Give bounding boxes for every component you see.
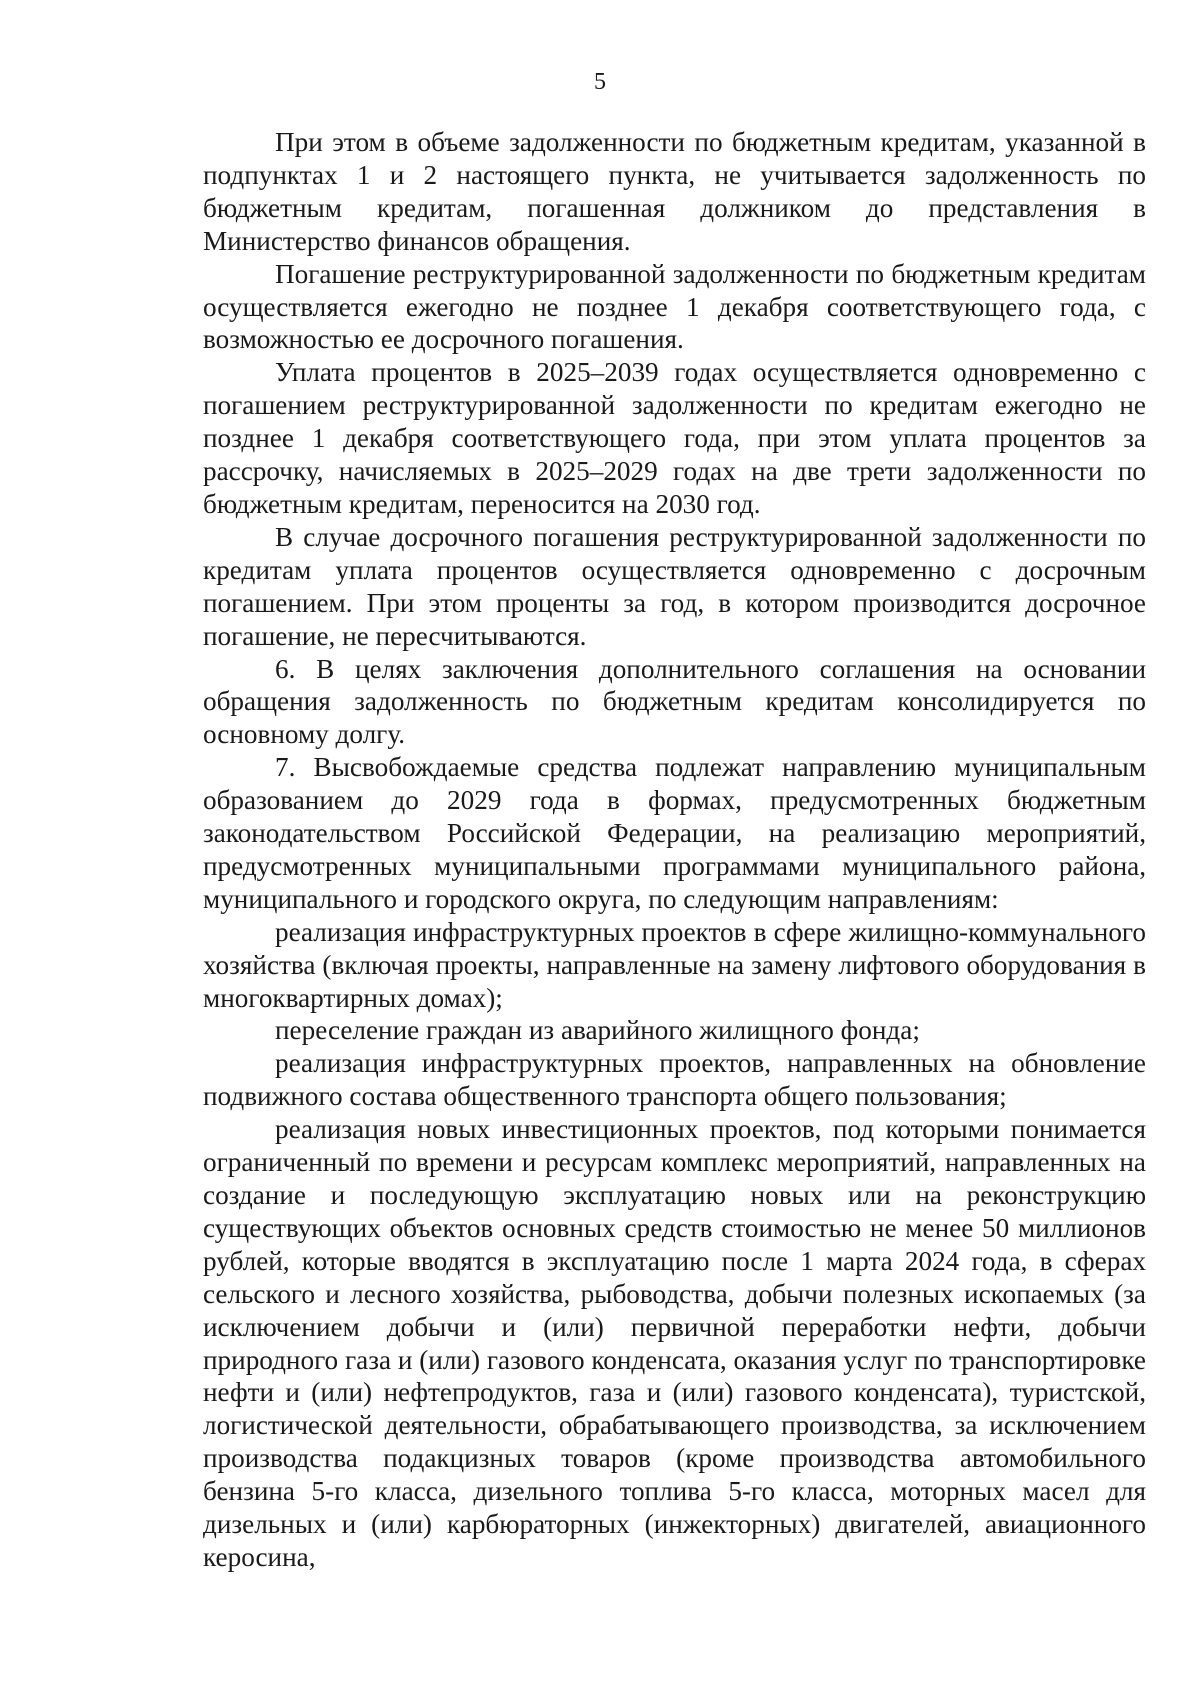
list-item-investment-projects: реализация новых инвестиционных проектов, под которыми понимается ограниченный по времени и ресурсам комплекс мероприятий, направленных на создание и последующую эксплуатацию новых или на реконструкцию существующих объектов основных средств стоимостью не менее 50 миллионов рублей, которые вводятся в эксплуатацию после 1 марта 2024 года, в сферах сельского и лесного хозяйства, рыбоводства, добычи полезных ископаемых (за исключением добычи и (или) первичной переработки нефти, добычи природного газа и (или) газового конденсата, оказания услуг по транспортировке нефти и (или) нефтепродуктов, газа и (или) газового конденсата), туристской, логистической деятельности, обрабатывающего производства, за исключением производства подакцизных товаров (кроме производства автомобильного бензина 5-го класса, дизельного топлива 5-го класса, моторных масел для дизельных и (или) карбюраторных (инжекторных) двигателей, авиационного керосина, [203, 1114, 1146, 1572]
paragraph-item-6: 6. В целях заключения дополнительного соглашения на основании обращения задолженность по бюджетным кредитам консолидируется по основному долгу. [203, 653, 1146, 750]
list-item-resettlement: переселение граждан из аварийного жилищного фонда; [275, 1015, 920, 1046]
paragraph-item-7: 7. Высвобождаемые средства подлежат направлению муниципальным образованием до 2029 года в формах, предусмотренных бюджетным законодательством Российской Федерации, на реализацию мероприятий, предусмотренных муниципальными программами муниципального района, муниципального и городского округа, по следующим направлениям: [203, 752, 1146, 914]
list-item-housing-utilities: реализация инфраструктурных проектов в сфере жилищно-коммунального хозяйства (включая проекты, направленные на замену лифтового оборудования в многоквартирных домах); [203, 916, 1146, 1013]
paragraph-interest-payment: Уплата процентов в 2025–2039 годах осуществляется одновременно с погашением реструктурированной задолженности по кредитам ежегодно не позднее 1 декабря соответствующего года, при этом уплата процентов за рассрочку, начисляемых в 2025–2029 годах на две трети задолженности по бюджетным кредитам, переносится на 2030 год. [203, 357, 1146, 519]
paragraph-repayment-schedule: Погашение реструктурированной задолженности по бюджетным кредитам осуществляется ежегодно не позднее 1 декабря соответствующего года, с возможностью ее досрочного погашения. [203, 258, 1146, 355]
list-item-public-transport: реализация инфраструктурных проектов, направленных на обновление подвижного состава общественного транспорта общего пользования; [203, 1048, 1146, 1112]
paragraph-debt-exclusion: При этом в объеме задолженности по бюджетным кредитам, указанной в подпунктах 1 и 2 настоящего пункта, не учитывается задолженность по бюджетным кредитам, погашенная должником до представления в Министерство финансов обращения. [203, 127, 1146, 256]
document-body [203, 126, 1146, 1574]
paragraph-early-repayment: В случае досрочного погашения реструктурированной задолженности по кредитам уплата процентов осуществляется одновременно с досрочным погашением. При этом проценты за год, в котором производится досрочное погашение, не пересчитываются. [203, 521, 1146, 651]
page-number: 5 [594, 69, 606, 95]
